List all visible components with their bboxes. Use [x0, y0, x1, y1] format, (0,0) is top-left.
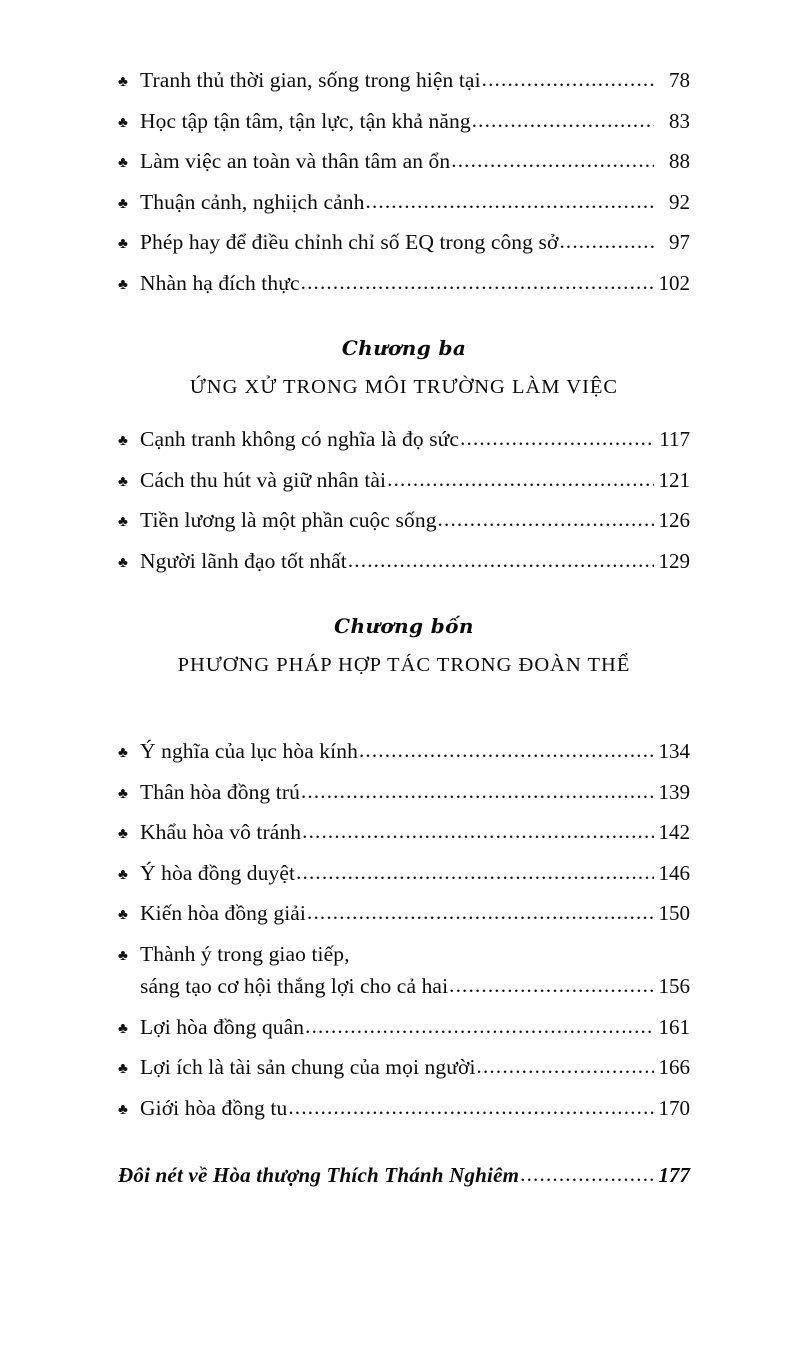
list-item[interactable] [118, 903, 690, 925]
chapter-label: Chương bốn [334, 614, 474, 638]
toc-entry-title: Ý nghĩa của lục hòa kính [140, 739, 358, 763]
list-item[interactable] [118, 1095, 690, 1120]
dot-leader [359, 740, 654, 761]
clover-bullet-icon: ♣ [118, 155, 128, 171]
dot-leader [366, 191, 655, 212]
toc-page-number: 166 [658, 1055, 690, 1079]
toc-section-chuong-bon [118, 741, 690, 1119]
toc-page-number: 161 [658, 1014, 690, 1039]
clover-bullet-icon: ♣ [118, 195, 128, 212]
list-item[interactable] [118, 429, 690, 451]
toc-page-number: 146 [658, 860, 690, 885]
toc-page-number: 150 [658, 901, 690, 925]
toc-entry-title: Kiến hòa đồng giải [140, 901, 306, 925]
clover-bullet-icon: ♣ [118, 514, 128, 530]
clover-bullet-icon: ♣ [118, 907, 128, 923]
toc-entry-title: sáng tạo cơ hội thắng lợi cho cả hai [140, 974, 449, 998]
dot-leader [307, 902, 654, 923]
list-item[interactable] [118, 189, 690, 214]
list-item[interactable] [118, 741, 690, 763]
toc-page-number: 139 [658, 779, 690, 804]
list-item[interactable] [118, 1057, 690, 1079]
list-item[interactable] [118, 510, 690, 532]
dot-leader [460, 428, 654, 449]
list-item[interactable] [118, 270, 690, 295]
list-item[interactable] [118, 1014, 690, 1039]
list-item[interactable] [118, 548, 690, 573]
clover-bullet-icon: ♣ [118, 1061, 128, 1077]
toc-entry-title: Phép hay để điều chỉnh chỉ số EQ trong công sở [140, 230, 559, 254]
toc-entry-title: Khẩu hòa vô tránh [140, 820, 302, 844]
list-item[interactable] [118, 822, 690, 844]
toc-entry-title: Cạnh tranh không có nghĩa là đọ sức [140, 427, 460, 451]
clover-bullet-icon: ♣ [118, 866, 128, 883]
chapter-heading-three [118, 336, 690, 399]
toc-entry-title: Thành ý trong giao tiếp, [140, 941, 350, 966]
list-item[interactable] [118, 467, 690, 492]
dot-leader [301, 781, 654, 802]
toc-entry-title: Học tập tận tâm, tận lực, tận khả năng [140, 108, 471, 133]
toc-page-number: 92 [669, 189, 690, 214]
clover-bullet-icon: ♣ [118, 1020, 128, 1037]
toc-entry-title: Thân hòa đồng trú [140, 779, 300, 804]
dot-leader [288, 1097, 654, 1118]
clover-bullet-icon: ♣ [118, 554, 128, 571]
toc-entry-title: Tiền lương là một phần cuộc sống [140, 508, 437, 532]
dot-leader [482, 69, 654, 90]
clover-bullet-icon: ♣ [118, 947, 128, 964]
toc-section-continued [118, 70, 690, 294]
clover-bullet-icon: ♣ [118, 276, 128, 293]
list-item[interactable] [118, 860, 690, 885]
toc-page-number: 134 [658, 739, 690, 763]
toc-entry-title: Giới hòa đồng tu [140, 1095, 288, 1120]
toc-page-number: 177 [658, 1163, 690, 1187]
chapter-label: Chương ba [341, 336, 467, 360]
list-item-continuation[interactable] [118, 976, 690, 998]
clover-bullet-icon: ♣ [118, 745, 128, 761]
dot-leader [451, 150, 654, 171]
spacer [118, 707, 690, 741]
dot-leader [559, 231, 654, 252]
toc-page-number: 83 [669, 108, 690, 133]
clover-bullet-icon: ♣ [118, 1101, 128, 1118]
chapter-title: PHƯƠNG PHÁP HỢP TÁC TRONG ĐOÀN THỂ [177, 654, 631, 676]
toc-page-number: 117 [659, 427, 690, 451]
list-item[interactable] [118, 70, 690, 92]
dot-leader [301, 272, 654, 293]
toc-page-number: 88 [669, 149, 690, 173]
toc-page-number: 78 [669, 68, 690, 92]
toc-entry-title: Thuận cảnh, nghiịch cảnh [140, 189, 365, 214]
toc-entry-title: Lợi hòa đồng quân [140, 1014, 305, 1039]
list-item[interactable] [118, 151, 690, 173]
dot-leader [387, 469, 654, 490]
dot-leader [449, 975, 654, 996]
clover-bullet-icon: ♣ [118, 74, 128, 90]
dot-leader [520, 1162, 654, 1187]
list-item[interactable] [118, 108, 690, 133]
toc-page-number: 156 [658, 974, 690, 998]
toc-final-entry[interactable] [118, 1163, 690, 1188]
list-item[interactable] [118, 232, 690, 254]
toc-entry-title: Người lãnh đạo tốt nhất [140, 548, 347, 573]
toc-page-number: 170 [658, 1095, 690, 1120]
toc-page-number: 97 [669, 230, 690, 254]
clover-bullet-icon: ♣ [118, 433, 128, 449]
toc-page-number: 102 [658, 270, 690, 295]
toc-page-number: 129 [658, 548, 690, 573]
chapter-heading-four [118, 614, 690, 677]
clover-bullet-icon: ♣ [118, 473, 128, 490]
toc-entry-title: Lợi ích là tài sản chung của mọi người [140, 1055, 476, 1079]
toc-page-number: 121 [658, 467, 690, 492]
dot-leader [305, 1016, 654, 1037]
toc-entry-title: Đôi nét về Hòa thượng Thích Thánh Nghiêm [118, 1163, 520, 1187]
toc-entry-title: Ý hòa đồng duyệt [140, 860, 296, 885]
list-item[interactable] [118, 941, 690, 966]
list-item[interactable] [118, 779, 690, 804]
toc-entry-title: Cách thu hút và giữ nhân tài [140, 467, 387, 492]
dot-leader [348, 550, 654, 571]
dot-leader [302, 821, 654, 842]
toc-entry-title: Tranh thủ thời gian, sống trong hiện tại [140, 68, 481, 92]
dot-leader [477, 1056, 654, 1077]
chapter-title: ỨNG XỬ TRONG MÔI TRƯỜNG LÀM VIỆC [189, 376, 619, 398]
dot-leader [472, 110, 654, 131]
toc-page-number: 126 [658, 508, 690, 532]
toc-entry-title: Nhàn hạ đích thực [140, 270, 300, 295]
toc-section-chuong-ba [118, 429, 690, 572]
clover-bullet-icon: ♣ [118, 114, 128, 131]
clover-bullet-icon: ♣ [118, 785, 128, 802]
clover-bullet-icon: ♣ [118, 236, 128, 252]
toc-page-number: 142 [658, 820, 690, 844]
clover-bullet-icon: ♣ [118, 826, 128, 842]
dot-leader [296, 862, 654, 883]
toc-entry-title: Làm việc an toàn và thân tâm an ổn [140, 149, 451, 173]
dot-leader [438, 509, 654, 530]
